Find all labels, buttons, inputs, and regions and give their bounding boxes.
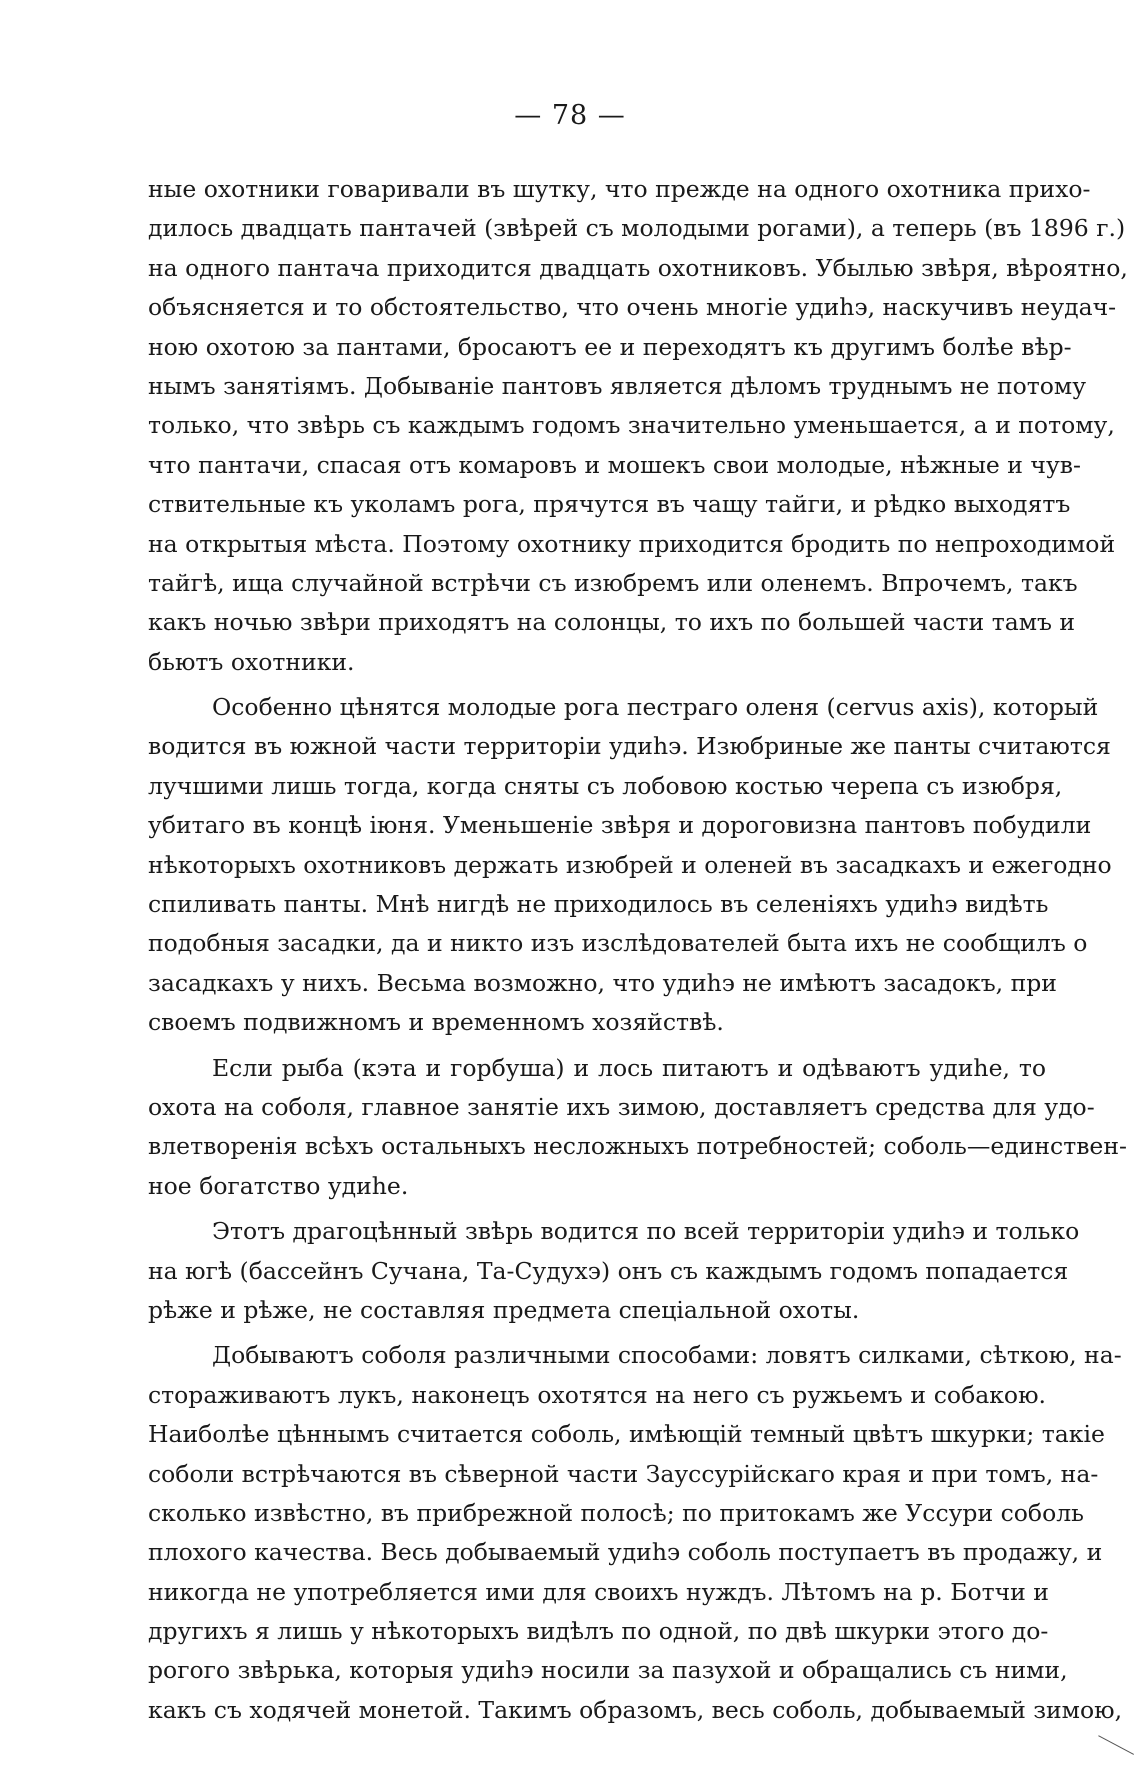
text-line: ное богатство удиһе.: [148, 1171, 409, 1200]
text-line: объясняется и то обстоятельство, что очень многіе удиһэ, наскучивъ неудач-: [148, 293, 1117, 322]
text-line: ствительные къ уколамъ рога, прячутся въ чащу тайги, и рѣдко выходятъ: [148, 490, 1071, 519]
text-line: на одного пантача приходится двадцать охотниковъ. Убылью звѣря, вѣроятно,: [148, 253, 1128, 282]
text-line: какъ ночью звѣри приходятъ на солонцы, то ихъ по большей части тамъ и: [148, 608, 1076, 637]
paragraph: [148, 1049, 1127, 1207]
text-line: водится въ южной части территоріи удиһэ. Изюбриные же панты считаются: [148, 732, 1111, 761]
text-line: дилось двадцать пантачей (звѣрей съ молодыми рогами), а теперь (въ 1896 г.): [148, 214, 1126, 243]
text-line: никогда не употребляется ими для своихъ нуждъ. Лѣтомъ на р. Ботчи и: [148, 1577, 1049, 1606]
page-number: — 78 —: [514, 100, 626, 131]
text-line: другихъ я лишь у нѣкоторыхъ видѣлъ по одной, по двѣ шкурки этого до-: [148, 1617, 1049, 1646]
paragraph: [148, 1212, 1080, 1330]
text-line: бьютъ охотники.: [148, 647, 355, 676]
text-line: тайгѣ, ища случайной встрѣчи съ изюбремъ или оленемъ. Впрочемъ, такъ: [148, 568, 1078, 597]
text-line: плохого качества. Весь добываемый удиһэ соболь поступаетъ въ продажу, и: [148, 1538, 1103, 1567]
text-line: Наиболѣе цѣннымъ считается соболь, имѣющій темный цвѣтъ шкурки; такіе: [148, 1420, 1105, 1449]
text-line: подобныя засадки, да и никто изъ изслѣдователей быта ихъ не сообщилъ о: [148, 929, 1088, 958]
text-line: что пантачи, спасая отъ комаровъ и мошекъ свои молодые, нѣжные и чув-: [148, 450, 1081, 479]
text-line: на открытыя мѣста. Поэтому охотнику приходится бродить по непроходимой: [148, 529, 1116, 558]
text-line: Этотъ драгоцѣнный звѣрь водится по всей территоріи удиһэ и только: [212, 1217, 1080, 1246]
body-text: [148, 170, 1128, 1736]
page-edge-mark: [1087, 1735, 1134, 1776]
text-line: рѣже и рѣже, не составляя предмета спеціальной охоты.: [148, 1295, 860, 1324]
paragraph: [148, 688, 1112, 1043]
text-line: охота на соболя, главное занятіе ихъ зимою, доставляетъ средства для удо-: [148, 1092, 1095, 1121]
text-line: какъ съ ходячей монетой. Такимъ образомъ, весь соболь, добываемый зимою,: [148, 1695, 1123, 1724]
text-line: Если рыба (кэта и горбуша) и лось питаютъ и одѣваютъ удиһе, то: [212, 1053, 1046, 1082]
text-line: ные охотники говаривали въ шутку, что прежде на одного охотника прихо-: [148, 175, 1091, 203]
text-line: нымъ занятіямъ. Добываніе пантовъ является дѣломъ труднымъ не потому: [148, 371, 1087, 400]
text-line: рогого звѣрька, которыя удиһэ носили за пазухой и обращались съ ними,: [148, 1656, 1068, 1685]
text-line: убитаго въ концѣ іюня. Уменьшеніе звѣря и дороговизна пантовъ побудили: [148, 811, 1092, 840]
text-line: Добываютъ соболя различными способами: ловятъ силками, сѣткою, на-: [212, 1341, 1122, 1370]
text-line: соболи встрѣчаются въ сѣверной части Зауссурійскаго края и при томъ, на-: [148, 1459, 1099, 1488]
text-line: сколько извѣстно, въ прибрежной полосѣ; по притокамъ же Уссури соболь: [148, 1498, 1084, 1527]
text-line: нѣкоторыхъ охотниковъ держать изюбрей и оленей въ засадкахъ и ежегодно: [148, 850, 1112, 879]
text-line: ною охотою за пантами, бросаютъ ее и переходятъ къ другимъ болѣе вѣр-: [148, 332, 1072, 361]
paragraph: [148, 170, 1128, 682]
text-line: на югѣ (бассейнъ Сучана, Та-Судухэ) онъ съ каждымъ годомъ попадается: [148, 1256, 1069, 1285]
text-line: своемъ подвижномъ и временномъ хозяйствѣ.: [148, 1008, 724, 1037]
text-line: спиливать панты. Мнѣ нигдѣ не приходилось въ селеніяхъ удиһэ видѣть: [148, 890, 1049, 919]
text-line: Особенно цѣнятся молодые рога пестраго оленя (cervus axis), который: [212, 693, 1099, 722]
text-line: засадкахъ у нихъ. Весьма возможно, что удиһэ не имѣютъ засадокъ, при: [148, 968, 1057, 997]
paragraph: [148, 1336, 1123, 1730]
text-line: только, что звѣрь съ каждымъ годомъ значительно уменьшается, а и потому,: [148, 411, 1115, 440]
text-line: влетворенія всѣхъ остальныхъ несложныхъ потребностей; соболь—единствен-: [148, 1132, 1127, 1161]
text-line: лучшими лишь тогда, когда сняты съ лобовою костью черепа съ изюбря,: [148, 771, 1063, 800]
text-line: стораживаютъ лукъ, наконецъ охотятся на него съ ружьемъ и собакою.: [148, 1380, 1046, 1409]
